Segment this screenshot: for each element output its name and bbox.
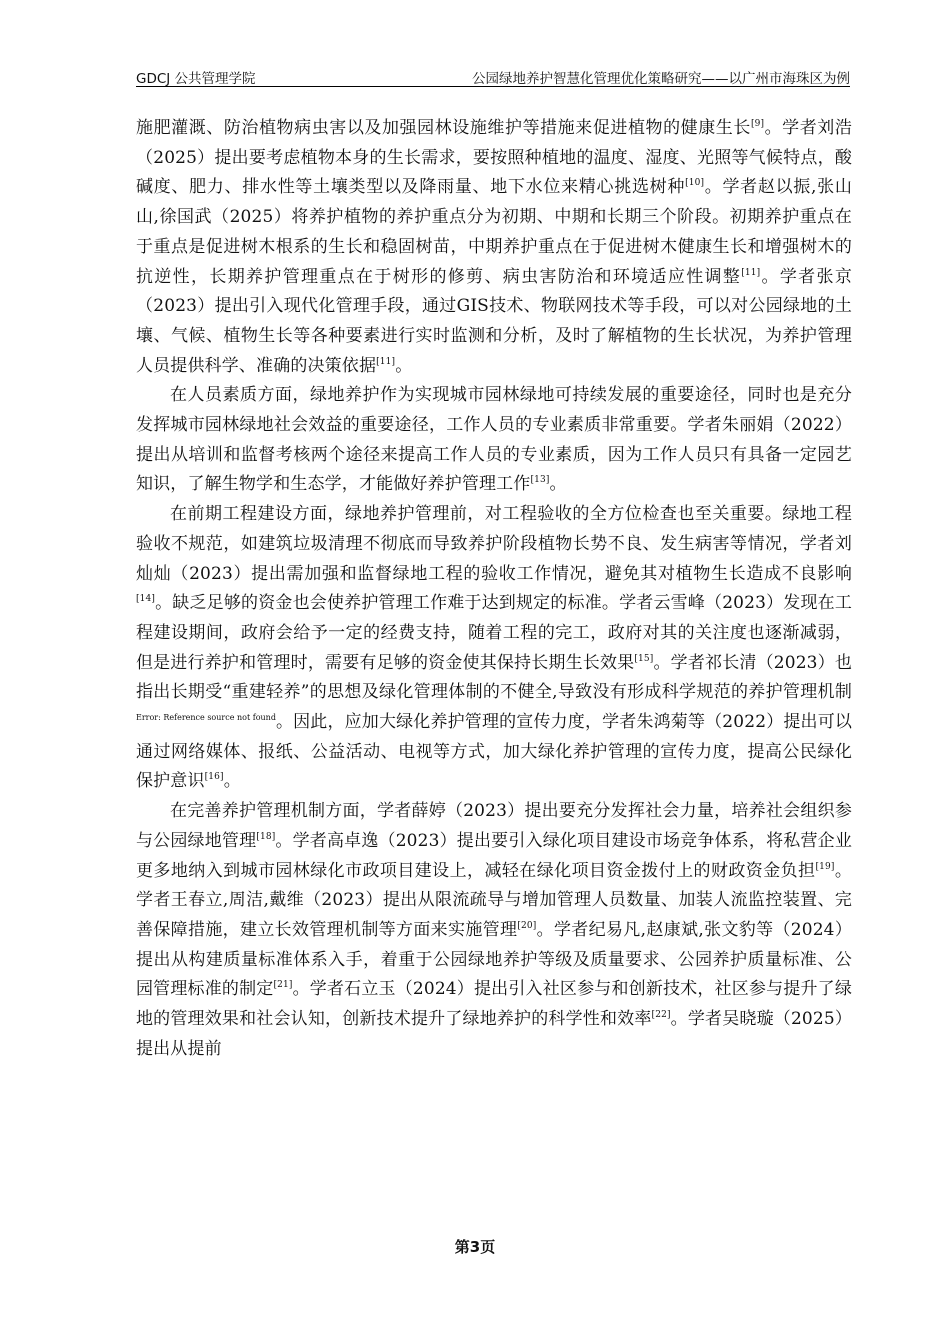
page-number: 第3页 <box>454 1238 496 1256</box>
paragraph-text: 。学者刘浩（2025）提出要考虑植物本身的生长需求，要按照种植地的温度、湿度、光照等气候特点，酸碱度、肥力、排水性等土壤类型以及降雨量、地下水位来精心挑选树种 <box>136 118 853 198</box>
body-paragraph <box>136 381 852 500</box>
paragraph-text: 。因此，应加大绿化养护管理的宣传力度，学者朱鸿菊等（2022）提出可以通过网络媒体、报纸、公益活动、电视等方式，加大绿化养护管理的宣传力度，提高公民绿化保护意识 <box>136 712 853 792</box>
citation-mark: [14] <box>136 594 156 605</box>
paragraph-text: 在人员素质方面，绿地养护作为实现城市园林绿地可持续发展的重要途径，同时也是充分发挥城市园林绿地社会效益的重要途径，工作人员的专业素质非常重要。学者朱丽娟（2022）提出从培训和监督考核两个途径来提高工作人员的专业素质，因为工作人员只有具备一定园艺知识，了解生物学和生态学，才能做好养护管理工作 <box>136 385 852 495</box>
body-paragraph <box>136 797 852 1064</box>
citation-mark: [15] <box>634 653 654 664</box>
paragraph-text: 。学者石立玉（2024）提出引入社区参与和创新技术，社区参与提升了绿地的管理效果和社会认知，创新技术提升了绿地养护的科学性和效率 <box>136 979 852 1030</box>
citation-mark: [11] <box>741 267 761 278</box>
reference-error: Error: Reference source not found <box>136 713 276 723</box>
header-institution: GDCJ 公共管理学院 <box>136 71 256 87</box>
citation-mark: [10] <box>685 178 705 189</box>
paragraph-text: 在前期工程建设方面，绿地养护管理前，对工程验收的全方位检查也至关重要。绿地工程验收不规范，如建筑垃圾清理不彻底而导致养护阶段植物长势不良、发生病害等情况，学者刘灿灿（2023）提出需加强和监督绿地工程的验收工作情况，避免其对植物生长造成不良影响 <box>136 504 852 584</box>
citation-mark: [21] <box>273 980 293 991</box>
citation-mark: [22] <box>651 1010 671 1021</box>
paragraph-text: 。学者王春立,周洁,戴维（2023）提出从限流疏导与增加管理人员数量、加装人流监控装置、完善保障措施，建立长效管理机制等方面来实施管理 <box>136 860 852 940</box>
paragraph-text: 。缺乏足够的资金也会使养护管理工作难于达到规定的标准。学者云雪峰（2023）发现在工程建设期间，政府会给予一定的经费支持，随着工程的完工，政府对其的关注度也逐渐减弱，但是进行养护和管理时，需要有足够的资金使其保持长期生长效果 <box>136 593 852 673</box>
paragraph-text: 。学者纪易凡,赵康斌,张文豹等（2024）提出从构建质量标准体系入手，着重于公园绿地养护等级及质量要求、公园养护质量标准、公园管理标准的制定 <box>136 919 852 1000</box>
paragraph-text: 。学者张京（2023）提出引入现代化管理手段，通过GIS技术、物联网技术等手段，可以对公园绿地的土壤、气候、植物生长等各种要素进行实时监测和分析，及时了解植物的生长状况，为养护管理人员提供科学、准确的决策依据 <box>136 266 852 376</box>
paragraph-text: 。 <box>549 474 567 495</box>
paragraph-text: 在完善养护管理机制方面，学者薛婷（2023）提出要充分发挥社会力量，培养社会组织参与公园绿地管理 <box>136 801 852 851</box>
citation-mark: [20] <box>517 920 537 931</box>
header-paper-title: 公园绿地养护智慧化管理优化策略研究——以广州市海珠区为例 <box>472 71 850 87</box>
paragraph-text: 。学者祁长清（2023）也指出长期受“重建轻养”的思想及绿化管理体制的不健全,导致没有形成科学规范的养护管理机制 <box>136 652 852 703</box>
paragraph-text: 。 <box>395 355 413 376</box>
citation-mark: [18] <box>256 831 276 842</box>
body-paragraph <box>136 500 852 797</box>
paragraph-text: 施肥灌溉、防治植物病虫害以及加强园林设施维护等措施来促进植物的健康生长 <box>136 118 751 138</box>
paragraph-text: 。学者赵以振,张山山,徐国武（2025）将养护植物的养护重点分为初期、中期和长期三个阶段。初期养护重点在于重点是促进树木根系的生长和稳固树苗，中期养护重点在于促进树木健康生长和增强树木的抗逆性，长期养护管理重点在于树形的修剪、病虫害防治和环境适应性调整 <box>136 177 852 287</box>
paragraph-text: 。 <box>223 771 241 792</box>
citation-mark: [19] <box>815 861 835 872</box>
citation-mark: [9] <box>750 119 765 129</box>
paragraph-text: 。学者吴晓璇（2025）提出从提前 <box>136 1009 852 1059</box>
citation-mark: [13] <box>530 475 550 486</box>
running-header <box>136 64 850 87</box>
paragraph-text: 。学者高卓逸（2023）提出要引入绿化项目建设市场竞争体系，将私营企业更多地纳入到城市园林绿化市政项目建设上，减轻在绿化项目资金拨付上的财政资金负担 <box>136 830 852 881</box>
citation-mark: [16] <box>204 772 224 783</box>
body-text <box>136 114 852 1065</box>
citation-mark: [11] <box>376 356 396 367</box>
body-paragraph <box>136 114 852 381</box>
